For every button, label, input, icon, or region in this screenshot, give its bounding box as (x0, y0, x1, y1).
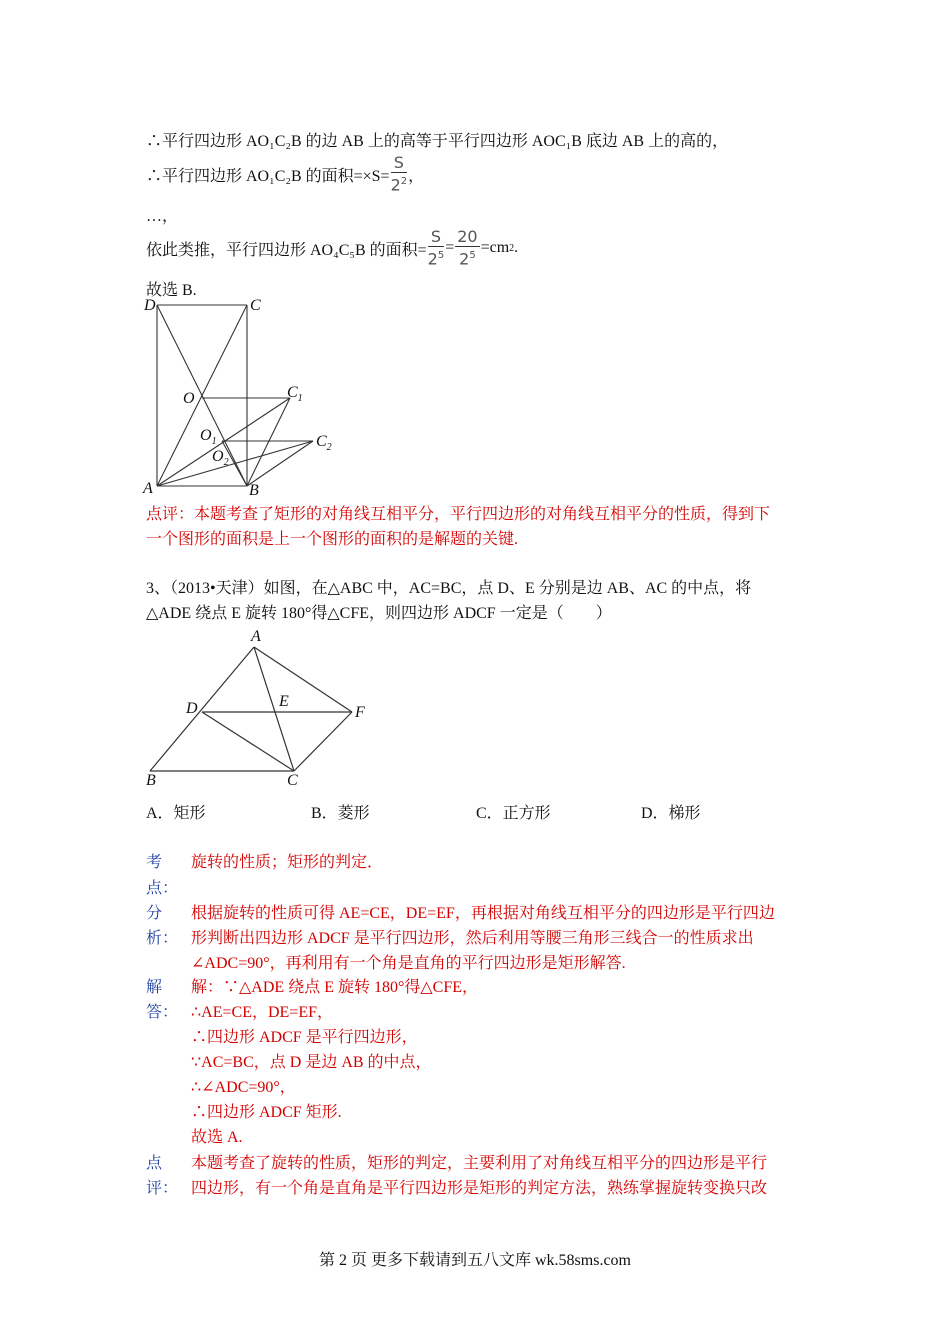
den-base: 2 (427, 249, 438, 269)
den-base: 2 (459, 249, 470, 269)
label-o2-sub: 2 (223, 457, 229, 469)
jieda-line-1: 解：∵△ADE 绕点 E 旋转 180°得△CFE， (191, 979, 479, 996)
label-c1 (287, 384, 303, 404)
label2-c: C (287, 772, 298, 789)
fraction-20-over-2-pow-5 (455, 228, 479, 268)
solution-line-2-prefix: ∴平行四边形 AO₁C₂B 的面积=×S= (146, 167, 390, 185)
fenxi-line-1: 根据旋转的性质可得 AE=CE，DE=EF，再根据对角线互相平分的四边形是平行四边 (191, 905, 775, 922)
label-o2 (212, 448, 229, 468)
segment-dc (202, 712, 294, 771)
edge-c2b (247, 441, 313, 486)
label-a: A (143, 480, 153, 497)
kaodian-text: 旋转的性质；矩形的判定． (191, 854, 384, 871)
den-exponent: 5 (437, 249, 445, 261)
jieda-line-7: 故选 A. (191, 1129, 243, 1146)
comment-1-line-1: 点评：本题考查了矩形的对角线互相平分，平行四边形的对角线互相平分的性质，得到下 (146, 506, 771, 523)
solution-line-4-prefix: 依此类推，平行四边形 AO₄C₅B 的面积= (146, 241, 427, 259)
fraction-denominator (428, 247, 445, 268)
dianping-label-1: 点 (146, 1155, 163, 1172)
comment-1-line-2: 一个图形的面积是上一个图形的面积的是解题的关键. (146, 531, 519, 548)
label-o: O (183, 390, 195, 407)
option-c: C．正方形 (476, 805, 551, 822)
label-o1 (200, 427, 217, 447)
fraction-numerator: S (428, 228, 445, 247)
jieda-line-6: ∴四边形 ADCF 矩形. (191, 1104, 342, 1121)
answer-b-line: 故选 B. (146, 282, 197, 299)
jieda-line-3: ∴四边形 ADCF 是平行四边形， (191, 1029, 418, 1046)
option-a: A．矩形 (146, 805, 206, 822)
fraction-denominator (391, 173, 408, 194)
label-c2 (316, 433, 332, 453)
label-o1-letter: O (200, 427, 212, 444)
label-b: B (249, 482, 259, 499)
diagonal-ac1 (157, 398, 290, 486)
page-footer: 第 2 页 更多下载请到五八文库 wk.58sms.com (318, 1252, 631, 1269)
segment-af (254, 647, 352, 712)
fraction-numerator: S (391, 154, 408, 173)
den-base: 2 (390, 175, 401, 195)
label-o2-letter: O (212, 448, 224, 465)
solution-line-3: …， (146, 208, 179, 225)
problem-3-line-1: 3、（2013•天津）如图，在△ABC 中，AC=BC，点 D、E 分别是边 AB、AC 的中点，将 (146, 580, 752, 597)
jieda-line-4: ∵AC=BC，点 D 是边 AB 的中点， (191, 1054, 432, 1071)
fenxi-label-2: 析： (146, 930, 179, 947)
fenxi-line-2: 形判断出四边形 ADCF 是平行四边形，然后利用等腰三角形三线合一的性质求出 (191, 930, 754, 947)
label2-f: F (355, 704, 365, 721)
edge-c1b (247, 398, 290, 486)
period: . (514, 239, 519, 256)
label2-d: D (186, 700, 198, 717)
fraction-numerator: 20 (457, 226, 478, 246)
label-o1-sub: 1 (211, 436, 217, 448)
label-c2-letter: C (316, 433, 327, 450)
label-c1-letter: C (287, 384, 298, 401)
edge-ab (150, 647, 254, 771)
label-c2-sub: 2 (326, 442, 332, 454)
jieda-line-5: ∴∠ADC=90°， (191, 1079, 296, 1096)
kaodian-label-1: 考 (146, 854, 163, 871)
unit-exponent: 2 (509, 242, 515, 254)
label2-e: E (279, 693, 289, 710)
jieda-label-1: 解 (146, 979, 163, 996)
solution-line-2-suffix: ， (408, 167, 425, 185)
label-d: D (144, 297, 156, 314)
solution-line-1: ∴平行四边形 AO₁C₂B 的边 AB 上的高等于平行四边形 AOC₁B 底边 AB 上的高的， (146, 133, 729, 150)
kaodian-label-2: 点： (146, 880, 179, 897)
dianping-label-2: 评： (146, 1180, 179, 1197)
solution-line-2 (146, 152, 424, 196)
option-b: B．菱形 (311, 805, 370, 822)
fenxi-label-1: 分 (146, 905, 163, 922)
solution-line-4 (146, 226, 518, 270)
figure-rectangle-parallelograms (140, 296, 340, 496)
unit-cm: =cm (480, 239, 510, 256)
label2-a: A (251, 628, 261, 645)
dianping-line-2: 四边形，有一个角是直角是平行四边形是矩形的判定方法，熟练掌握旋转变换只改 (191, 1180, 768, 1197)
label2-b: B (146, 772, 156, 789)
jieda-line-2: ∴AE=CE，DE=EF， (191, 1004, 334, 1021)
label-c1-sub: 1 (297, 393, 303, 405)
equals-sign: = (445, 239, 455, 256)
option-d: D．梯形 (641, 805, 701, 822)
fenxi-line-3: ∠ADC=90°，再利用有一个角是直角的平行四边形是矩形解答. (191, 955, 626, 972)
label-c: C (250, 297, 261, 314)
fraction-s-over-2-squared (391, 154, 408, 194)
problem-3-line-2: △ADE 绕点 E 旋转 180°得△CFE，则四边形 ADCF 一定是（ ） (146, 605, 612, 622)
den-exponent: 2 (400, 175, 408, 187)
den-exponent: 5 (469, 249, 476, 261)
figure-triangle-adcf (140, 628, 380, 788)
segment-fc (294, 712, 352, 771)
jieda-label-2: 答： (146, 1004, 179, 1021)
dianping-line-1: 本题考查了旋转的性质，矩形的判定，主要利用了对角线互相平分的四边形是平行 (191, 1155, 768, 1172)
fraction-denominator (455, 247, 479, 268)
fraction-s-over-2-pow-5 (428, 228, 445, 268)
